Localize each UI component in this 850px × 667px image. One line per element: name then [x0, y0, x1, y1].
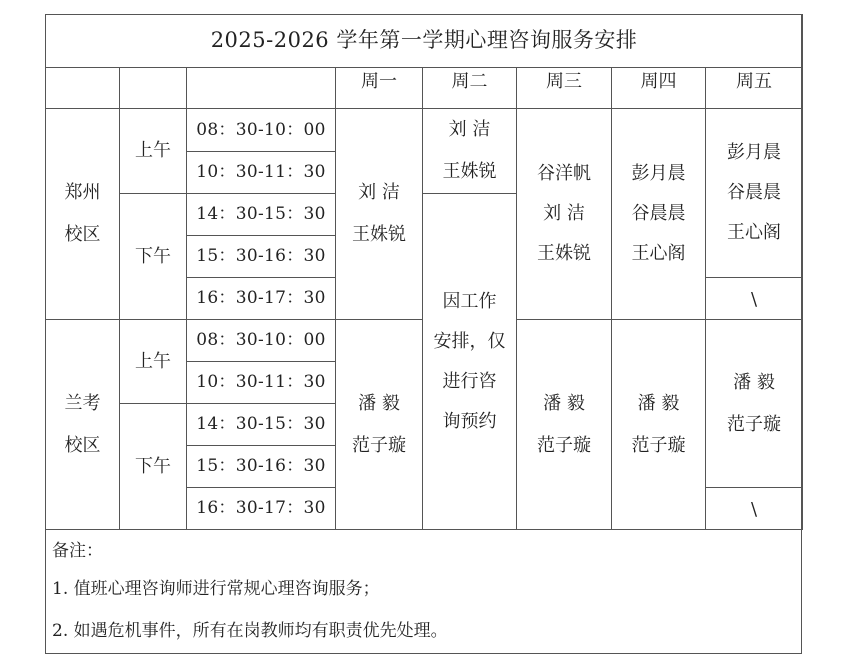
- campus-zhengzhou: 郑州 校区: [46, 109, 120, 320]
- zz-morning-label: 上午: [120, 109, 187, 194]
- zz-tuesday-staff: 刘 洁 王姝锐: [423, 109, 517, 194]
- zz-time-slot-2: 10：30-11：30: [187, 151, 336, 194]
- zz-time-slot-1: 08：30-10：00: [187, 109, 336, 152]
- lk-time-slot-3: 14：30-15：30: [187, 404, 336, 446]
- title-row: [46, 15, 803, 68]
- lk-time-slot-5: 16：30-17：30: [187, 488, 336, 530]
- schedule-table: [45, 14, 803, 530]
- zz-friday-staff: 彭月晨 谷晨晨 王心阁: [706, 109, 803, 278]
- page-title: 2025-2026 学年第一学期心理咨询服务安排: [46, 15, 803, 68]
- header-tuesday: 周二: [423, 68, 517, 109]
- lk-time-slot-4: 15：30-16：30: [187, 446, 336, 488]
- campus-lankao: 兰考 校区: [46, 320, 120, 530]
- header-friday: 周五: [706, 68, 803, 109]
- header-blank-period: [120, 68, 187, 109]
- header-row: [46, 68, 803, 109]
- note-item-1: 1. 值班心理咨询师进行常规心理咨询服务；: [52, 579, 380, 599]
- notes-heading: 备注：: [52, 541, 103, 561]
- note-item-2: 2. 如遇危机事件，所有在岗教师均有职责优先处理。: [52, 621, 448, 641]
- lk-afternoon-label: 下午: [120, 404, 187, 530]
- zz-monday-staff: 刘 洁 王姝锐: [336, 109, 423, 320]
- zz-time-slot-4: 15：30-16：30: [187, 236, 336, 278]
- lk-friday-staff: 潘 毅 范子璇: [706, 320, 803, 488]
- zz-thursday-staff: 彭月晨 谷晨晨 王心阁: [612, 109, 706, 320]
- lk-monday-staff: 潘 毅 范子璇: [336, 320, 423, 530]
- zz-time-slot-3: 14：30-15：30: [187, 194, 336, 236]
- lk-time-slot-1: 08：30-10：00: [187, 320, 336, 362]
- lk-friday-empty: \: [706, 488, 803, 530]
- tuesday-notice: 因工作 安排，仅 进行咨 询预约: [423, 194, 517, 530]
- zz-wednesday-staff: 谷洋帆 刘 洁 王姝锐: [517, 109, 612, 320]
- lk-morning-label: 上午: [120, 320, 187, 404]
- header-wednesday: 周三: [517, 68, 612, 109]
- zz-time-slot-5: 16：30-17：30: [187, 278, 336, 320]
- zz-afternoon-label: 下午: [120, 194, 187, 320]
- header-monday: 周一: [336, 68, 423, 109]
- header-blank-time: [187, 68, 336, 109]
- header-thursday: 周四: [612, 68, 706, 109]
- lk-wednesday-staff: 潘 毅 范子璇: [517, 320, 612, 530]
- lk-thursday-staff: 潘 毅 范子璇: [612, 320, 706, 530]
- lk-time-slot-2: 10：30-11：30: [187, 362, 336, 404]
- zz-friday-empty: \: [706, 278, 803, 320]
- header-blank-campus: [46, 68, 120, 109]
- zz-row-1: [46, 109, 803, 152]
